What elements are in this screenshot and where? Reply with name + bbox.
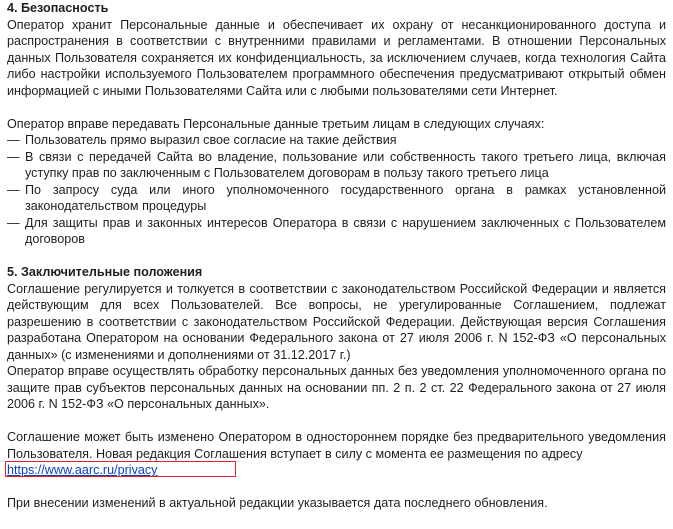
dash-bullet: — [7, 149, 20, 164]
dash-bullet: — [7, 182, 20, 197]
spacer [7, 413, 666, 430]
section-5-paragraph-law: Соглашение регулируется и толкуется в соответствии с законодательством Российской Федерации и является действующим для всех Пользователей. Все вопросы, не урегулированные Соглашением, подлежат разрешению в соответствии с законодательством Российской Федерации. Действующая версия Соглашения разработана Оператором на основании Федерального закона от 27 июля 2006 г. N 152-ФЗ «О персональных данных» (с изменениями и дополнениями от 31.12.2017 г.) [7, 281, 666, 362]
section-4-paragraph-transfer-intro: Оператор вправе передавать Персональные данные третьим лицам в следующих случаях: [7, 116, 545, 131]
spacer [7, 479, 666, 496]
list-item [7, 182, 666, 215]
list-item-text: По запросу суда или иного уполномоченного государственного органа в рамках установленной законодательством процедуры [25, 182, 666, 213]
spacer [7, 99, 666, 116]
list-item-text: Для защиты прав и законных интересов Оператора в связи с нарушением заключенных с Пользователем договоров [25, 215, 666, 246]
section-4-paragraph-security: Оператор хранит Персональные данные и обеспечивает их охрану от несанкционированного доступа и распространения в соответствии с внутренними правилами и регламентами. В отношении Персональных данных Пользователя сохраняется их конфиденциальность, за исключением случаев, когда технология Сайта либо настройки используемого Пользователем программного обеспечения предусматривают открытый обмен информацией с иными Пользователями Сайта или с любыми пользователями сети Интернет. [7, 17, 666, 98]
list-item-text: Пользователь прямо выразил свое согласие на такие действия [25, 133, 397, 147]
spacer [7, 248, 666, 265]
section-5-heading: 5. Заключительные положения [7, 265, 203, 279]
policy-document [7, 0, 666, 512]
transfer-cases-list [7, 132, 666, 248]
section-5-paragraph-changes: Соглашение может быть изменено Оператором в одностороннем порядке без предварительного уведомления Пользователя. Новая редакция Соглашения вступает в силу с момента ее размещения по адресу [7, 430, 666, 461]
list-item [7, 132, 666, 149]
list-item [7, 215, 666, 248]
list-item-text: В связи с передачей Сайта во владение, пользование или собственность такого третьего лица, включая уступку прав по заключенным с Пользователем договорам в пользу такого третьего лица [25, 149, 666, 180]
privacy-policy-link[interactable]: https://www.aarc.ru/privacy [7, 463, 158, 477]
privacy-link-line [7, 462, 666, 479]
section-5-paragraph-update-date: При внесении изменений в актуальной редакции указывается дата последнего обновления. [7, 496, 548, 510]
section-5-paragraph-processing: Оператор вправе осуществлять обработку персональных данных без уведомления уполномоченного органа по защите прав субъектов персональных данных на основании пп. 2 п. 2 ст. 22 Федерального закона от 27 июля 2006 г. N 152-ФЗ «О персональных данных». [7, 364, 666, 411]
dash-bullet: — [7, 215, 20, 230]
list-item [7, 149, 666, 182]
dash-bullet: — [7, 133, 20, 147]
section-4-heading: 4. Безопасность [7, 1, 109, 15]
